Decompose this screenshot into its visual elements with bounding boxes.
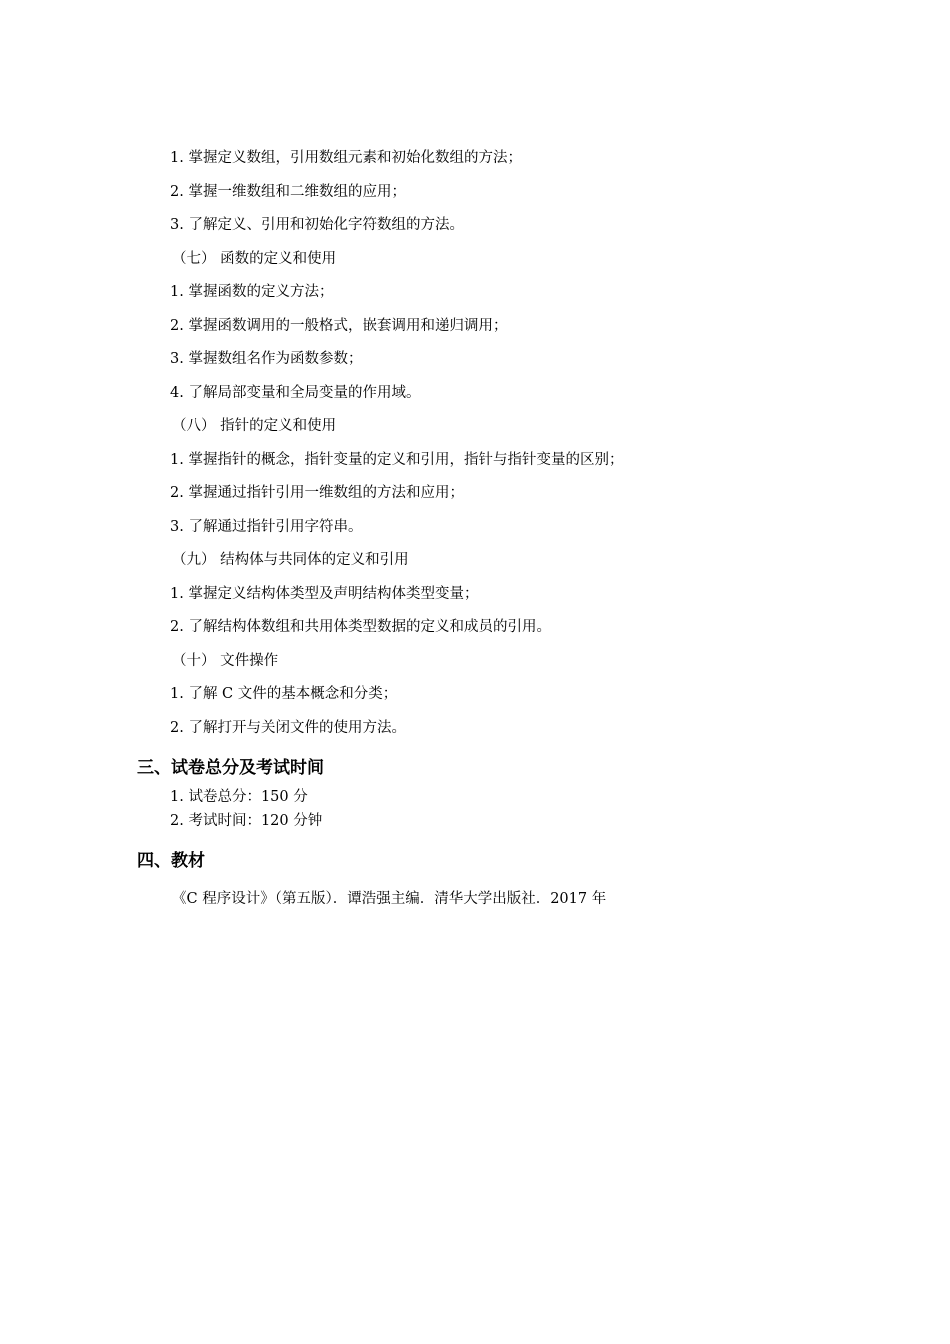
exam-item-total-score: 1. 试卷总分：150 分: [170, 789, 308, 805]
functions-heading: （七） 函数的定义和使用: [172, 251, 337, 267]
files-heading: （十） 文件操作: [172, 653, 279, 669]
textbook-section-heading: 四、教材: [137, 851, 205, 871]
pointers-item-3: 3. 了解通过指针引用字符串。: [170, 519, 363, 535]
structs-item-2: 2. 了解结构体数组和共用体类型数据的定义和成员的引用。: [170, 619, 551, 635]
files-item-2: 2. 了解打开与关闭文件的使用方法。: [170, 720, 406, 736]
textbook-citation: 《C 程序设计》（第五版）．谭浩强主编．清华大学出版社．2017 年: [172, 891, 607, 907]
exam-section-heading: 三、试卷总分及考试时间: [137, 758, 324, 778]
pointers-item-1: 1. 掌握指针的概念，指针变量的定义和引用，指针与指针变量的区别；: [170, 452, 624, 468]
functions-item-2: 2. 掌握函数调用的一般格式，嵌套调用和递归调用；: [170, 318, 508, 334]
structs-item-1: 1. 掌握定义结构体类型及声明结构体类型变量；: [170, 586, 479, 602]
arrays-item-1: 1. 掌握定义数组，引用数组元素和初始化数组的方法；: [170, 150, 522, 166]
structs-heading: （九） 结构体与共同体的定义和引用: [172, 552, 409, 568]
functions-item-1: 1. 掌握函数的定义方法；: [170, 284, 334, 300]
arrays-item-3: 3. 了解定义、引用和初始化字符数组的方法。: [170, 217, 464, 233]
pointers-heading: （八） 指针的定义和使用: [172, 418, 337, 434]
exam-item-duration: 2. 考试时间：120 分钟: [170, 813, 323, 829]
pointers-item-2: 2. 掌握通过指针引用一维数组的方法和应用；: [170, 485, 464, 501]
files-item-1: 1. 了解 C 文件的基本概念和分类；: [170, 686, 398, 702]
functions-item-4: 4. 了解局部变量和全局变量的作用域。: [170, 385, 421, 401]
functions-item-3: 3. 掌握数组名作为函数参数；: [170, 351, 363, 367]
arrays-item-2: 2. 掌握一维数组和二维数组的应用；: [170, 184, 406, 200]
